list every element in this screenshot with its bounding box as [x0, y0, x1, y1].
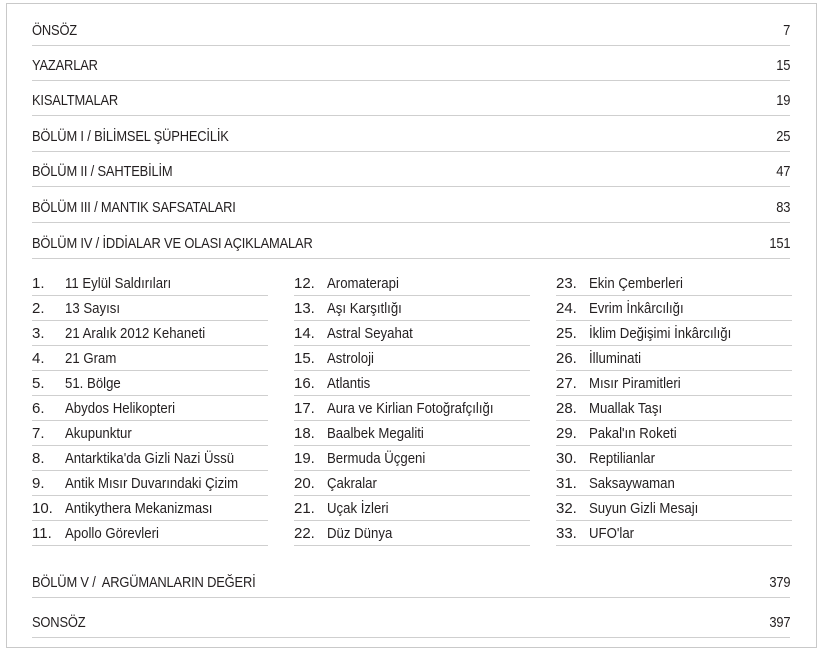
topic-title: Reptilianlar — [589, 450, 656, 467]
toc-row-yazarlar[interactable] — [32, 47, 790, 81]
topic-title: Çakralar — [327, 475, 377, 492]
topic-item[interactable] — [32, 471, 268, 496]
topic-item[interactable] — [556, 471, 792, 496]
topic-column-3 — [556, 271, 792, 546]
topic-column-1 — [32, 271, 268, 546]
topic-title: Uçak İzleri — [327, 500, 389, 517]
topic-number: 33. — [556, 525, 577, 542]
topic-item[interactable] — [556, 396, 792, 421]
topic-number: 10. — [32, 500, 53, 517]
topic-item[interactable] — [32, 321, 268, 346]
topic-item[interactable] — [556, 271, 792, 296]
topic-title: Evrim İnkârcılığı — [589, 300, 684, 317]
topic-number: 2. — [32, 300, 45, 317]
toc-row-bolum-5[interactable] — [32, 564, 790, 598]
toc-row-bolum-2[interactable] — [32, 153, 790, 187]
topic-title: Abydos Helikopteri — [65, 400, 176, 417]
topic-title: Antikythera Mekanizması — [65, 500, 213, 517]
topic-title: İlluminati — [589, 350, 642, 367]
topic-title: 21 Aralık 2012 Kehaneti — [65, 325, 206, 342]
toc-page: 7 — [782, 22, 790, 39]
toc-row-sonsoz[interactable] — [32, 604, 790, 638]
topic-number: 18. — [294, 425, 315, 442]
topic-item[interactable] — [556, 346, 792, 371]
topic-number: 23. — [556, 275, 577, 292]
topic-title: Pakal'ın Roketi — [589, 425, 677, 442]
topic-title: 13 Sayısı — [65, 300, 121, 317]
topic-item[interactable] — [294, 496, 530, 521]
toc-title: ÖNSÖZ — [32, 22, 78, 39]
topic-number: 25. — [556, 325, 577, 342]
toc-page: 19 — [775, 92, 790, 109]
topic-item[interactable] — [294, 396, 530, 421]
topic-number: 11. — [32, 525, 52, 542]
topic-item[interactable] — [556, 371, 792, 396]
topic-title: Baalbek Megaliti — [327, 425, 424, 442]
topic-number: 5. — [32, 375, 45, 392]
topic-title: Ekin Çemberleri — [589, 275, 683, 292]
toc-title: BÖLÜM IV / İDDİALAR VE OLASI AÇIKLAMALAR — [32, 235, 313, 252]
topic-item[interactable] — [556, 296, 792, 321]
topic-item[interactable] — [294, 271, 530, 296]
topic-item[interactable] — [556, 521, 792, 546]
topic-item[interactable] — [294, 446, 530, 471]
toc-page: 47 — [775, 163, 790, 180]
topic-number: 14. — [294, 325, 315, 342]
toc-row-onsoz[interactable] — [32, 12, 790, 46]
topic-number: 12. — [294, 275, 315, 292]
topic-title: Aromaterapi — [327, 275, 399, 292]
topic-number: 19. — [294, 450, 315, 467]
toc-page: 379 — [768, 574, 790, 591]
topic-number: 27. — [556, 375, 577, 392]
topic-item[interactable] — [294, 371, 530, 396]
topic-number: 24. — [556, 300, 577, 317]
topic-number: 7. — [32, 425, 45, 442]
topic-column-2 — [294, 271, 530, 546]
toc-page: 83 — [775, 199, 790, 216]
topic-item[interactable] — [32, 371, 268, 396]
toc-row-bolum-4[interactable] — [32, 225, 790, 259]
topic-item[interactable] — [32, 396, 268, 421]
topic-item[interactable] — [32, 446, 268, 471]
topic-item[interactable] — [32, 271, 268, 296]
topic-item[interactable] — [294, 296, 530, 321]
topic-title: UFO'lar — [589, 525, 635, 542]
toc-page: 151 — [768, 235, 790, 252]
topic-item[interactable] — [556, 321, 792, 346]
topic-title: Saksaywaman — [589, 475, 675, 492]
topic-number: 4. — [32, 350, 45, 367]
topic-title: Aura ve Kirlian Fotoğrafçılığı — [327, 400, 494, 417]
topic-number: 16. — [294, 375, 315, 392]
topic-number: 21. — [294, 500, 315, 517]
topic-title: Apollo Görevleri — [65, 525, 159, 542]
topic-item[interactable] — [32, 421, 268, 446]
toc-page: 25 — [775, 128, 790, 145]
toc-title: BÖLÜM III / MANTIK SAFSATALARI — [32, 199, 236, 216]
topic-title: İklim Değişimi İnkârcılığı — [589, 325, 732, 342]
topic-number: 32. — [556, 500, 577, 517]
topic-item[interactable] — [294, 321, 530, 346]
topic-title: 21 Gram — [65, 350, 117, 367]
topic-number: 22. — [294, 525, 315, 542]
topic-item[interactable] — [556, 421, 792, 446]
topic-number: 1. — [32, 275, 45, 292]
topic-title: Muallak Taşı — [589, 400, 663, 417]
topic-item[interactable] — [294, 471, 530, 496]
toc-row-kisaltmalar[interactable] — [32, 82, 790, 116]
topic-item[interactable] — [32, 346, 268, 371]
topic-number: 8. — [32, 450, 45, 467]
topic-title: Düz Dünya — [327, 525, 393, 542]
topic-title: Akupunktur — [65, 425, 132, 442]
toc-page: 15 — [775, 57, 790, 74]
topic-number: 15. — [294, 350, 315, 367]
topic-item[interactable] — [294, 421, 530, 446]
topic-item[interactable] — [294, 346, 530, 371]
topic-number: 26. — [556, 350, 577, 367]
toc-row-bolum-3[interactable] — [32, 189, 790, 223]
topic-number: 28. — [556, 400, 577, 417]
topic-number: 13. — [294, 300, 315, 317]
topic-item[interactable] — [32, 521, 268, 546]
topic-title: Aşı Karşıtlığı — [327, 300, 402, 317]
topic-title: Antik Mısır Duvarındaki Çizim — [65, 475, 239, 492]
topic-item[interactable] — [32, 496, 268, 521]
topic-number: 17. — [294, 400, 315, 417]
topic-item[interactable] — [294, 521, 530, 546]
topic-title: Mısır Piramitleri — [589, 375, 681, 392]
toc-title: BÖLÜM II / SAHTEBİLİM — [32, 163, 173, 180]
topic-item[interactable] — [556, 446, 792, 471]
toc-title: YAZARLAR — [32, 57, 98, 74]
topic-number: 20. — [294, 475, 315, 492]
topic-number: 3. — [32, 325, 45, 342]
topic-title: Antarktika'da Gizli Nazi Üssü — [65, 450, 235, 467]
topic-title: Astroloji — [327, 350, 374, 367]
topic-number: 29. — [556, 425, 577, 442]
toc-page: 397 — [768, 614, 790, 631]
topic-item[interactable] — [556, 496, 792, 521]
toc-row-bolum-1[interactable] — [32, 118, 790, 152]
topic-number: 9. — [32, 475, 45, 492]
toc-title: SONSÖZ — [32, 614, 86, 631]
topic-number: 30. — [556, 450, 577, 467]
topic-title: Suyun Gizli Mesajı — [589, 500, 699, 517]
topic-title: 51. Bölge — [65, 375, 121, 392]
topic-title: Astral Seyahat — [327, 325, 413, 342]
topic-item[interactable] — [32, 296, 268, 321]
topic-title: Bermuda Üçgeni — [327, 450, 426, 467]
topic-number: 31. — [556, 475, 577, 492]
toc-title: BÖLÜM I / BİLİMSEL ŞÜPHECİLİK — [32, 128, 229, 145]
toc-title: BÖLÜM V / ARGÜMANLARIN DEĞERİ — [32, 574, 256, 591]
topic-number: 6. — [32, 400, 45, 417]
toc-title: KISALTMALAR — [32, 92, 119, 109]
topic-title: 11 Eylül Saldırıları — [65, 275, 172, 292]
topic-title: Atlantis — [327, 375, 371, 392]
